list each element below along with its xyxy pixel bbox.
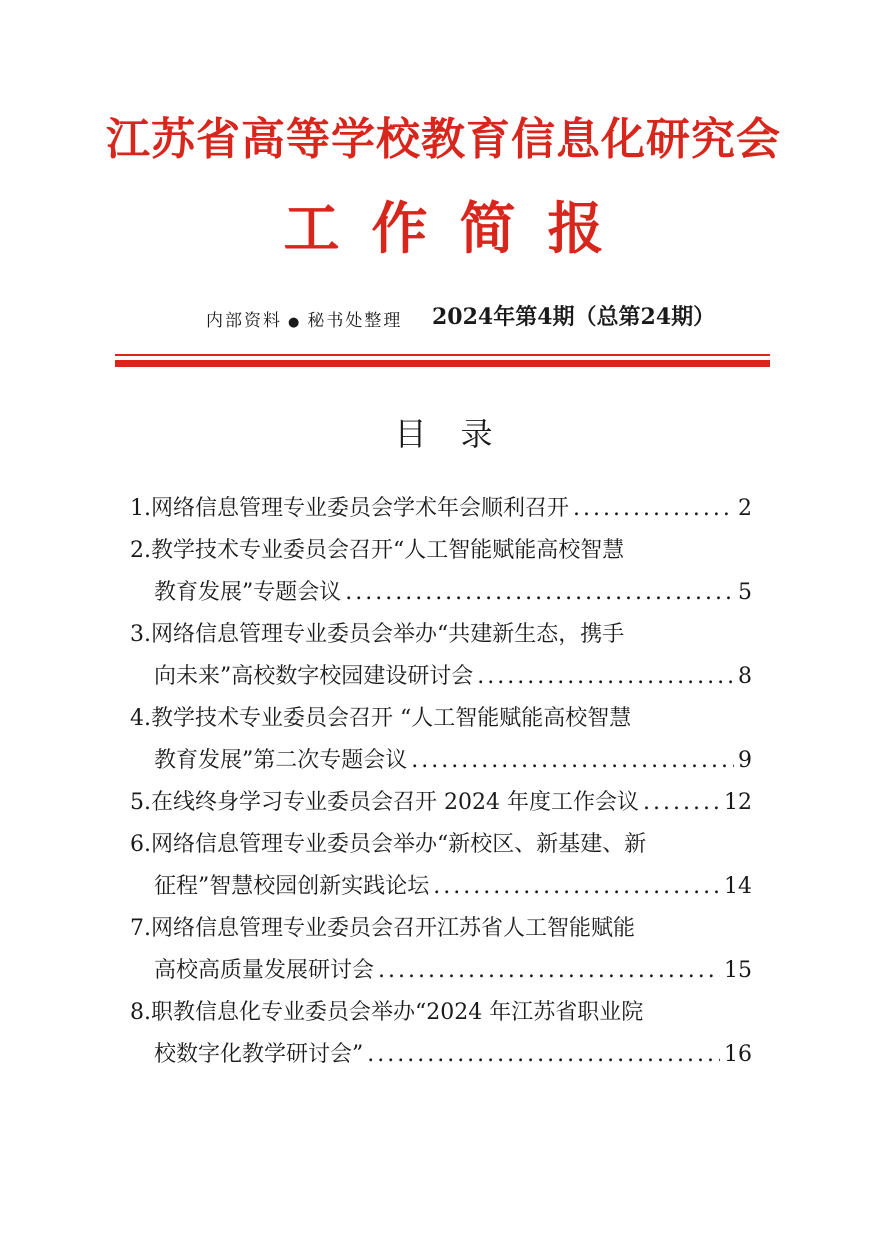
- internal-note: 内部资料: [206, 311, 282, 331]
- toc-page-number: 12: [724, 790, 752, 815]
- dot-leader: [378, 950, 720, 992]
- toc-entry-title: 教学技术专业委员会召开“人工智能赋能高校智慧: [151, 538, 625, 563]
- dot-leader: [433, 866, 720, 908]
- issue-number: 2024年第4期（总第24期）: [432, 304, 716, 330]
- toc-entry-number: 4.: [130, 706, 151, 731]
- toc-entry-title: 网络信息管理专业委员会召开江苏省人工智能赋能: [151, 916, 636, 941]
- toc-entry[interactable]: [130, 824, 752, 908]
- toc-entry[interactable]: [130, 992, 752, 1076]
- toc-entry-title-line-2: [130, 656, 752, 698]
- toc-entry-number: 8.: [130, 1000, 151, 1025]
- toc-entry-title-line-1: [130, 908, 752, 950]
- dot-leader: [643, 782, 720, 824]
- dot-leader: [345, 572, 734, 614]
- publication-note: [206, 306, 402, 331]
- toc-entry-title-line-1: [130, 698, 752, 740]
- toc-entry[interactable]: [130, 782, 752, 824]
- toc-entry-title: 网络信息管理专业委员会学术年会顺利召开: [151, 496, 570, 521]
- toc-entry-number: 2.: [130, 538, 151, 563]
- toc-entry-title-continued: 校数字化教学研讨会”: [154, 1042, 364, 1067]
- toc-entry-title-line-1: [130, 824, 752, 866]
- toc-entry[interactable]: [130, 614, 752, 698]
- toc-entry-title-continued: 教育发展”第二次专题会议: [154, 748, 408, 773]
- toc-entry-title: 职教信息化专业委员会举办“2024 年江苏省职业院: [151, 1000, 644, 1025]
- toc-entry-number: 3.: [130, 622, 151, 647]
- toc-entry-title-line-2: [130, 1034, 752, 1076]
- toc-entry-number: 5.: [130, 790, 151, 815]
- table-of-contents: [130, 488, 752, 1076]
- toc-page-number: 5: [738, 580, 752, 605]
- toc-entry-title-line-1: [130, 530, 752, 572]
- toc-entry-number: 1.: [130, 496, 151, 521]
- toc-entry-title-line-2: [130, 740, 752, 782]
- toc-entry-title-line-1: [130, 782, 752, 824]
- toc-entry[interactable]: [130, 530, 752, 614]
- toc-entry-number: 6.: [130, 832, 151, 857]
- toc-entry-title: 网络信息管理专业委员会举办“新校区、新基建、新: [151, 832, 647, 857]
- toc-entry-title-continued: 征程”智慧校园创新实践论坛: [154, 874, 430, 899]
- brief-title: 工作简报: [283, 196, 636, 262]
- dot-leader: [367, 1034, 720, 1076]
- toc-entry-number: 7.: [130, 916, 151, 941]
- header-rule-thin: [115, 354, 770, 356]
- toc-entry-title-line-1: [130, 992, 752, 1034]
- toc-entry[interactable]: [130, 908, 752, 992]
- toc-page-number: 8: [738, 664, 752, 689]
- header-rule-thick: [115, 360, 770, 367]
- issue-line: [0, 300, 887, 334]
- dot-leader: [477, 656, 734, 698]
- toc-entry-title-line-2: [130, 572, 752, 614]
- toc-entry-title-continued: 高校高质量发展研讨会: [154, 958, 375, 983]
- toc-page-number: 14: [724, 874, 752, 899]
- dot-leader: [411, 740, 734, 782]
- toc-entry-title: 在线终身学习专业委员会召开 2024 年度工作会议: [151, 790, 639, 815]
- bullet-separator: ●: [288, 315, 302, 330]
- toc-page-number: 16: [724, 1042, 752, 1067]
- toc-page-number: 15: [724, 958, 752, 983]
- toc-entry-title-line-2: [130, 950, 752, 992]
- dot-leader: [573, 488, 734, 530]
- toc-entry-title: 教学技术专业委员会召开 “人工智能赋能高校智慧: [151, 706, 632, 731]
- toc-entry-title-continued: 向未来”高校数字校园建设研讨会: [154, 664, 474, 689]
- organization-title: 江苏省高等学校教育信息化研究会: [106, 114, 781, 165]
- toc-page-number: 9: [738, 748, 752, 773]
- toc-entry-title-line-2: [130, 866, 752, 908]
- toc-entry-title: 网络信息管理专业委员会举办“共建新生态，携手: [151, 622, 625, 647]
- toc-entry-title-line-1: [130, 614, 752, 656]
- toc-heading: 目录: [394, 415, 527, 453]
- editor-note: 秘书处整理: [307, 311, 403, 331]
- toc-entry[interactable]: [130, 488, 752, 530]
- toc-entry-title-line-1: [130, 488, 752, 530]
- toc-entry-title-continued: 教育发展”专题会议: [154, 580, 342, 605]
- toc-page-number: 2: [738, 496, 752, 521]
- toc-entry[interactable]: [130, 698, 752, 782]
